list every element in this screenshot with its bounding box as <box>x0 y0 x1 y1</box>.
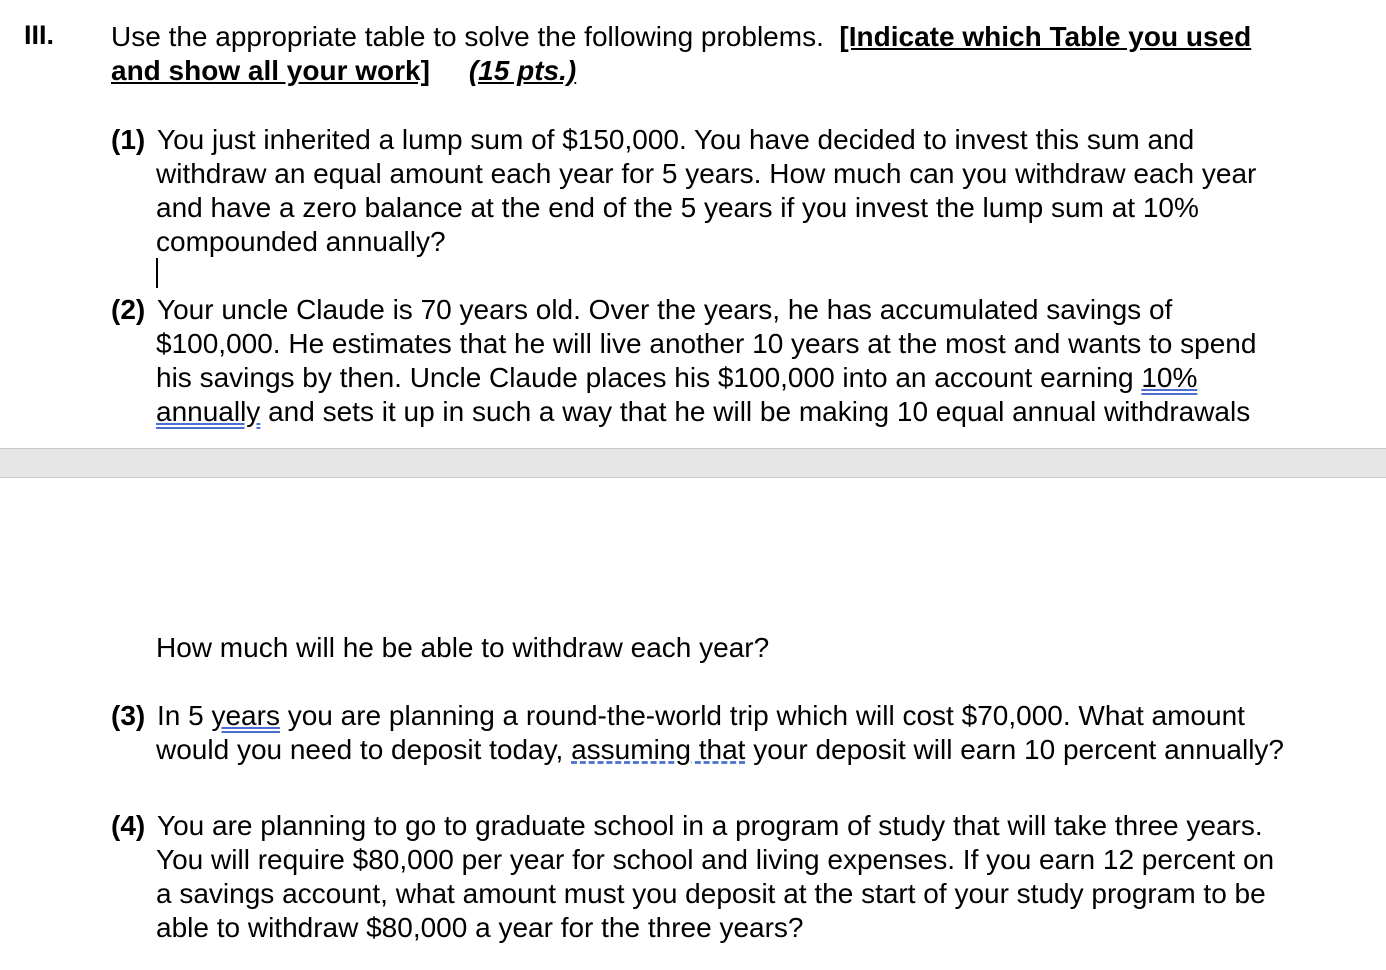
problem-text: his savings by then. Uncle Claude places his $100,000 into an account earning <box>156 362 1142 393</box>
problem-text: $100,000. He estimates that he will live another 10 years at the most and wants to spend <box>156 328 1257 359</box>
problem-number: (2) <box>111 294 146 325</box>
text-cursor <box>156 258 158 288</box>
problem-text: you are planning a round-the-world trip which will cost $70,000. What amount <box>279 700 1245 731</box>
problem-2 <box>111 293 1376 429</box>
section-intro: Use the appropriate table to solve the following problems. <box>111 21 824 52</box>
problem-1 <box>111 123 1376 259</box>
problem-text: would you need to deposit today, <box>156 734 572 765</box>
problem-text: You will require $80,000 per year for school and living expenses. If you earn 12 percent on <box>156 844 1275 875</box>
problem-number: (3) <box>111 700 146 731</box>
problem-3 <box>111 699 1376 767</box>
problem-2-continuation: How much will he be able to withdraw each year? <box>156 632 770 663</box>
problem-text: a savings account, what amount must you deposit at the start of your study program to be <box>156 878 1266 909</box>
points-label: (15 pts.) <box>468 55 577 86</box>
problem-text: In 5 <box>157 700 212 731</box>
problem-number: (4) <box>111 810 146 841</box>
page-break-gap <box>0 448 1386 478</box>
problem-text: withdraw an equal amount each year for 5 years. How much can you withdraw each year <box>156 158 1257 189</box>
problem-text: You are planning to go to graduate school in a program of study that will take three years. <box>157 810 1263 841</box>
problem-text: Your uncle Claude is 70 years old. Over the years, he has accumulated savings of <box>157 294 1173 325</box>
problem-text: and sets it up in such a way that he will be making 10 equal annual withdrawals <box>260 396 1251 427</box>
instruction-line-2: and show all your work] <box>111 55 430 86</box>
section-number: III. <box>24 20 55 50</box>
problem-text: able to withdraw $80,000 a year for the three years? <box>156 912 804 943</box>
problem-text: You just inherited a lump sum of $150,000. You have decided to invest this sum and <box>157 124 1195 155</box>
grammar-flag[interactable]: years <box>211 700 280 731</box>
grammar-flag[interactable]: assuming that <box>571 734 746 765</box>
section-header <box>111 20 1371 88</box>
instruction-line-1: [Indicate which Table you used <box>839 21 1252 52</box>
problem-text: your deposit will earn 10 percent annually? <box>745 734 1284 765</box>
problem-number: (1) <box>111 124 146 155</box>
grammar-flag[interactable]: 10% <box>1141 362 1198 393</box>
problem-text: compounded annually? <box>156 226 446 257</box>
grammar-flag[interactable]: annually <box>156 396 261 427</box>
problem-text: and have a zero balance at the end of the 5 years if you invest the lump sum at 10% <box>156 192 1199 223</box>
problem-4 <box>111 809 1376 945</box>
